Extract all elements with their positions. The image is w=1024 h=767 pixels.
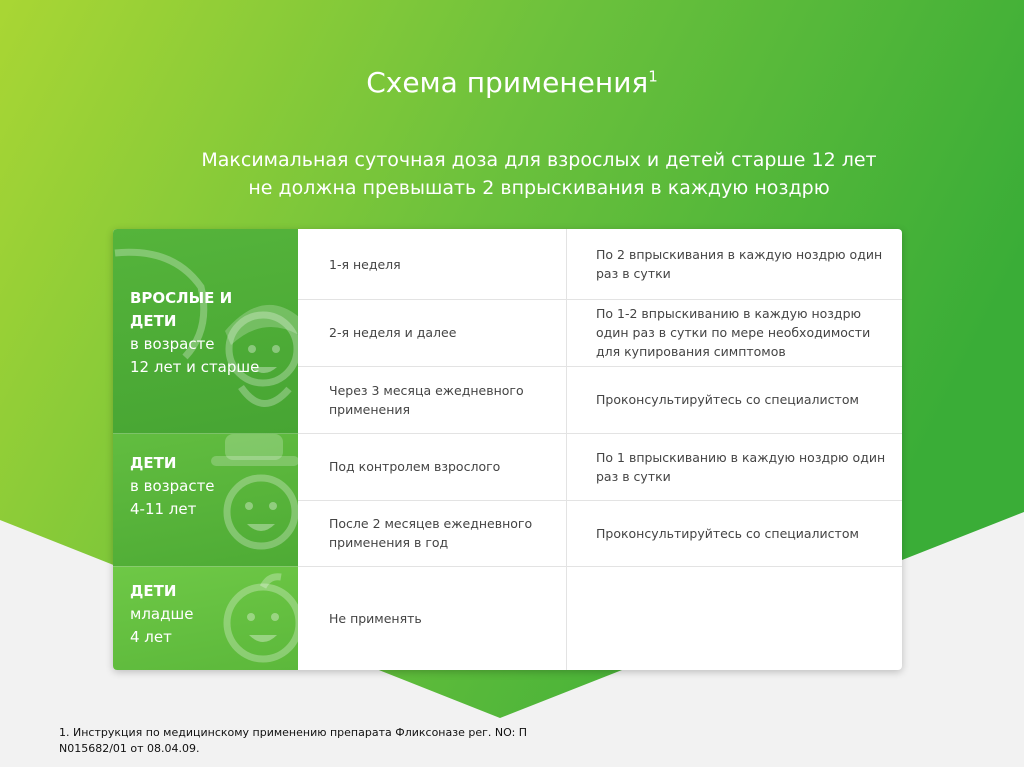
group-toddlers-label: ДЕТИ младше 4 лет bbox=[130, 582, 194, 646]
period-cell: 2-я неделя и далее bbox=[329, 325, 457, 340]
dose-cell: Проконсультируйтесь со специалистом bbox=[566, 366, 894, 433]
group-toddlers bbox=[113, 566, 298, 670]
table-row bbox=[298, 433, 902, 501]
group-adults-label: ВРОСЛЫЕ И ДЕТИ в возрасте 12 лет и старше bbox=[130, 289, 260, 376]
dose-cell bbox=[566, 566, 894, 670]
table-row bbox=[298, 299, 902, 367]
dose-cell: По 1-2 впрыскиванию в каждую ноздрю один раз в сутки по мере необходимости для купирования симптомов bbox=[566, 299, 894, 366]
dosage-table bbox=[113, 229, 902, 670]
table-row bbox=[298, 566, 902, 670]
period-cell: После 2 месяцев ежедневного применения в год bbox=[329, 516, 533, 550]
page-subtitle: Максимальная суточная доза для взрослых и детей старше 12 лет не должна превышать 2 впрыскивания в каждую ноздрю bbox=[201, 149, 877, 199]
dose-cell: По 1 впрыскиванию в каждую ноздрю один раз в сутки bbox=[566, 433, 894, 500]
period-cell: Не применять bbox=[329, 610, 422, 626]
page-title: Схема применения$^1$ bbox=[366, 66, 658, 99]
dose-cell: Проконсультируйтесь со специалистом bbox=[566, 500, 894, 566]
group-children-label: ДЕТИ в возрасте 4-11 лет bbox=[130, 454, 215, 518]
table-row bbox=[298, 366, 902, 434]
group-children bbox=[113, 433, 298, 567]
period-cell: Под контролем взрослого bbox=[329, 459, 501, 474]
table-row bbox=[298, 229, 902, 300]
table-row bbox=[298, 500, 902, 567]
period-cell: 1-я неделя bbox=[329, 256, 401, 272]
period-cell: Через 3 месяца ежедневного применения bbox=[329, 382, 524, 417]
dose-cell: По 2 впрыскивания в каждую ноздрю один раз в сутки bbox=[566, 229, 894, 299]
group-adults bbox=[113, 229, 298, 433]
footnote: 1. Инструкция по медицинскому применению препарата Фликсоназе рег. NO: П N015682/01 от 08.04.09. bbox=[59, 726, 528, 755]
